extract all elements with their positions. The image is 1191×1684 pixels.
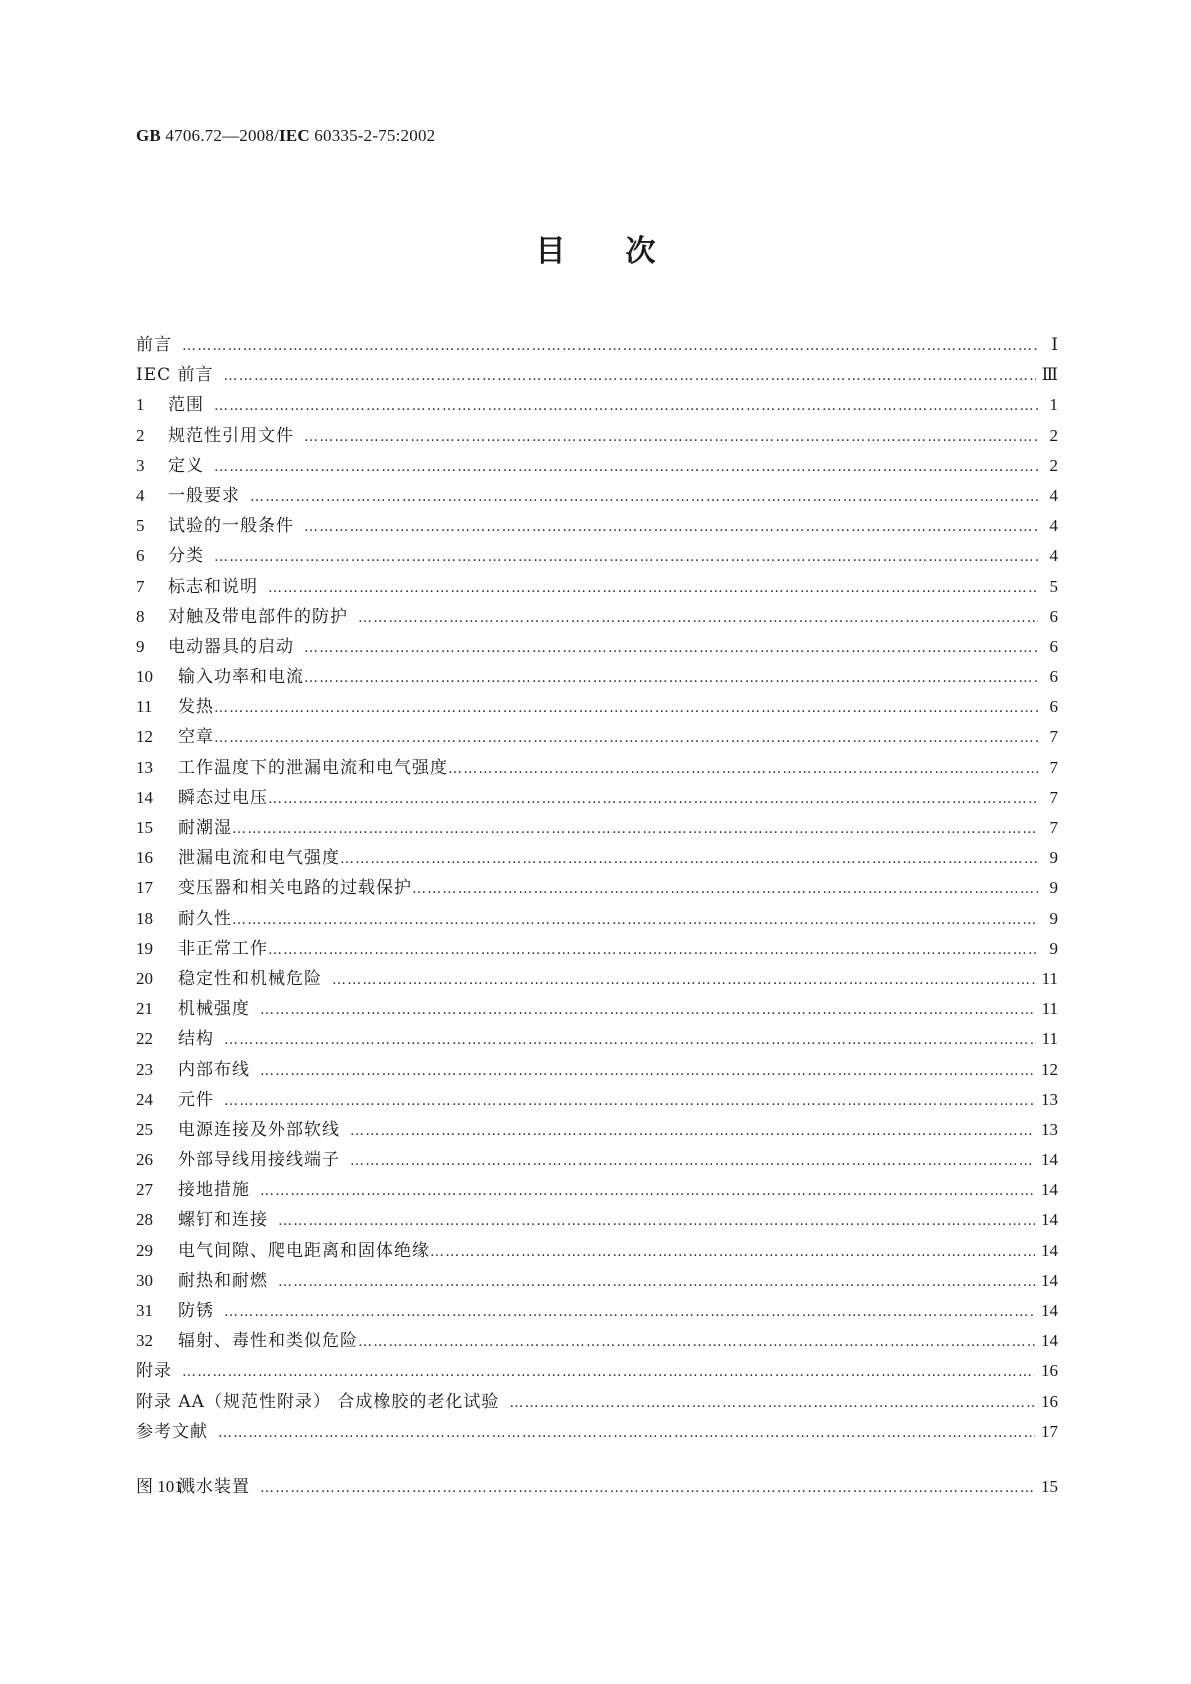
toc-entry[interactable] [136, 1115, 1058, 1145]
dot-leader [260, 1063, 1035, 1079]
toc-number: 12 [136, 727, 153, 747]
dot-leader [350, 1123, 1035, 1139]
toc-page-number: 11 [1041, 999, 1058, 1019]
toc-title: 耐热和耐燃 [178, 1270, 268, 1291]
toc-title: 辐射、毒性和类似危险 [178, 1331, 358, 1352]
toc-page-number: 12 [1041, 1059, 1058, 1079]
toc-title: 前言 [136, 335, 172, 355]
toc-title: IEC 前言 [136, 365, 214, 386]
toc-entry[interactable] [136, 662, 1058, 692]
toc-page-number: 14 [1041, 1301, 1058, 1320]
toc-title: 空章 [178, 727, 214, 748]
toc-page-number: 9 [1049, 908, 1058, 928]
dot-leader [448, 761, 1038, 777]
toc-number: 6 [136, 546, 145, 566]
toc-page-number: 1 [1049, 395, 1058, 415]
toc-number: 18 [136, 908, 153, 928]
toc-entry[interactable] [136, 390, 1058, 420]
toc-entry[interactable] [136, 1236, 1058, 1266]
toc-entry[interactable] [136, 722, 1058, 752]
toc-page-number: 7 [1049, 757, 1058, 777]
toc-entry[interactable] [136, 602, 1058, 632]
toc-number: 8 [136, 606, 145, 626]
dot-leader [304, 519, 1038, 535]
toc-title: 电源连接及外部软线 [178, 1119, 340, 1140]
toc-entry[interactable] [136, 451, 1058, 481]
toc-number: 29 [136, 1240, 153, 1260]
toc-title: 非正常工作 [178, 938, 268, 959]
toc-title: 试验的一般条件 [168, 516, 294, 537]
dot-leader [358, 610, 1038, 626]
toc-page-number: Ⅲ [1041, 365, 1058, 385]
dot-leader [214, 549, 1038, 565]
toc-page-number: Ⅰ [1051, 335, 1058, 354]
dot-leader [250, 489, 1038, 505]
toc-entry[interactable] [136, 572, 1058, 602]
toc-page-number: 13 [1041, 1089, 1058, 1109]
toc-title: 螺钉和连接 [178, 1210, 268, 1231]
toc-entry[interactable] [136, 511, 1058, 541]
toc-entry[interactable] [136, 1175, 1058, 1205]
toc-page-number: 5 [1049, 576, 1058, 596]
dot-leader [224, 1093, 1035, 1109]
toc-title: 对触及带电部件的防护 [168, 606, 348, 627]
dot-leader [358, 1334, 1035, 1350]
dot-leader [509, 1395, 1035, 1411]
toc-number: 24 [136, 1089, 153, 1109]
toc-number: 3 [136, 455, 145, 475]
toc-title: 结构 [178, 1029, 214, 1050]
toc-page-number: 2 [1049, 455, 1058, 475]
toc-entry[interactable] [136, 1326, 1058, 1356]
toc-page-number: 6 [1049, 636, 1058, 656]
toc-title: 范围 [168, 395, 204, 416]
toc-number: 13 [136, 757, 153, 777]
toc-number: 16 [136, 848, 153, 868]
toc-entry[interactable] [136, 813, 1058, 843]
toc-number: 22 [136, 1029, 153, 1049]
toc-entry[interactable] [136, 1085, 1058, 1115]
toc-number: 10 [136, 667, 153, 687]
dot-leader [304, 670, 1038, 686]
page-title: 目次 [535, 234, 716, 269]
dot-leader [214, 459, 1038, 475]
dot-leader [430, 1244, 1035, 1260]
toc-title: 电气间隙、爬电距离和固体绝缘 [178, 1240, 430, 1261]
toc-title: 内部布线 [178, 1059, 250, 1080]
toc-page-number: 17 [1041, 1421, 1058, 1441]
toc-entry[interactable] [136, 1387, 1058, 1417]
toc-title: 耐久性 [178, 908, 232, 929]
toc-title: 机械强度 [178, 999, 250, 1020]
toc-title: 泄漏电流和电气强度 [178, 848, 340, 869]
toc-number: 1 [136, 395, 145, 415]
toc-number: 32 [136, 1331, 153, 1351]
toc-title: 接地措施 [178, 1180, 250, 1201]
dot-leader [278, 1213, 1035, 1229]
toc-page-number: 11 [1041, 1029, 1058, 1049]
toc-entry[interactable] [136, 330, 1058, 360]
toc-entry[interactable] [136, 1055, 1058, 1085]
toc-page-number: 14 [1041, 1270, 1058, 1290]
toc-number: 15 [136, 818, 153, 837]
toc-page-number: 6 [1049, 667, 1058, 687]
dot-leader [304, 640, 1038, 656]
toc-number: 26 [136, 1150, 153, 1170]
toc-page-number: 14 [1041, 1240, 1058, 1260]
toc-title: 标志和说明 [168, 576, 258, 597]
toc-page-number: 7 [1049, 818, 1058, 837]
toc-page-number: 14 [1041, 1210, 1058, 1230]
toc-number: 14 [136, 787, 153, 807]
dot-leader [214, 700, 1038, 716]
figure-title: 溅水装置 [178, 1477, 250, 1497]
toc-entry[interactable] [136, 1145, 1058, 1175]
toc-title: 一般要求 [168, 485, 240, 506]
toc-title: 元件 [178, 1089, 214, 1110]
dot-leader [232, 821, 1038, 837]
toc-title: 耐潮湿 [178, 818, 232, 838]
dot-leader [214, 398, 1038, 414]
toc-number: 2 [136, 425, 145, 445]
toc-page-number: 14 [1041, 1331, 1058, 1351]
toc-page-number: 9 [1049, 938, 1058, 958]
toc-page-number: 6 [1049, 697, 1058, 717]
figure-number: 图 101 [136, 1477, 183, 1496]
toc-title: 发热 [178, 697, 214, 718]
iec-code-prefix: IEC [279, 126, 310, 145]
toc-entry[interactable] [136, 421, 1058, 451]
toc-entry[interactable] [136, 873, 1058, 903]
toc-entry[interactable] [136, 1205, 1058, 1235]
gb-code-prefix: GB [136, 126, 161, 145]
toc-title: 输入功率和电流 [178, 667, 304, 688]
dot-leader [278, 1274, 1035, 1290]
dot-leader [260, 1183, 1035, 1199]
toc-title: 分类 [168, 546, 204, 567]
toc-entry[interactable] [136, 1296, 1058, 1326]
toc-number: 19 [136, 938, 153, 958]
dot-leader [350, 1153, 1035, 1169]
toc-entry[interactable] [136, 481, 1058, 511]
toc-entry[interactable] [136, 753, 1058, 783]
toc-number: 28 [136, 1210, 153, 1230]
toc-number: 21 [136, 999, 153, 1019]
toc-page-number: 2 [1049, 425, 1058, 445]
toc-title: 工作温度下的泄漏电流和电气强度 [178, 757, 448, 778]
toc-page-number: 4 [1049, 516, 1058, 536]
toc-page-number: 13 [1041, 1119, 1058, 1139]
toc-title: 外部导线用接线端子 [178, 1150, 340, 1171]
dot-leader [224, 368, 1036, 384]
toc-entry[interactable] [136, 360, 1058, 390]
toc-page-number: 7 [1049, 727, 1058, 747]
toc-page-number: 4 [1049, 546, 1058, 566]
toc-number: 30 [136, 1270, 153, 1290]
toc-title: 防锈 [178, 1301, 214, 1321]
toc-page-number: 7 [1049, 787, 1058, 807]
toc-title: 附录 AA（规范性附录） 合成橡胶的老化试验 [136, 1391, 500, 1412]
dot-leader [260, 1480, 1035, 1496]
dot-leader [232, 912, 1038, 928]
toc-number: 11 [136, 697, 153, 717]
toc-number: 7 [136, 576, 145, 596]
toc-title: 变压器和相关电路的过载保护 [178, 878, 412, 899]
toc-title: 稳定性和机械危险 [178, 968, 322, 989]
toc-entry[interactable] [136, 1266, 1058, 1296]
toc-entry[interactable] [136, 994, 1058, 1024]
toc-number: 23 [136, 1059, 153, 1079]
toc-number: 17 [136, 878, 153, 898]
toc-title: 参考文献 [136, 1421, 208, 1442]
toc-page-number: 11 [1041, 968, 1058, 988]
toc-number: 25 [136, 1119, 153, 1139]
dot-leader [412, 881, 1038, 897]
dot-leader [218, 1425, 1035, 1441]
toc-number: 5 [136, 516, 145, 536]
gb-code-number: 4706.72—2008/ [160, 126, 279, 145]
toc-entry[interactable] [136, 1356, 1058, 1386]
figure-entry[interactable] [136, 1472, 1058, 1502]
toc-entry[interactable] [136, 541, 1058, 571]
iec-code-number: 60335-2-75:2002 [309, 126, 436, 145]
dot-leader [224, 1032, 1036, 1048]
document-code-header [136, 126, 435, 146]
dot-leader [214, 730, 1038, 746]
toc-number: 31 [136, 1301, 153, 1320]
toc-entry[interactable] [136, 934, 1058, 964]
dot-leader [304, 429, 1038, 445]
table-of-contents [136, 330, 1058, 1447]
figure-page-number: 15 [1041, 1477, 1058, 1496]
toc-entry[interactable] [136, 1024, 1058, 1054]
dot-leader [182, 1364, 1035, 1380]
toc-page-number: 16 [1041, 1361, 1058, 1381]
toc-entry[interactable] [136, 692, 1058, 722]
toc-title: 附录 [136, 1361, 172, 1382]
dot-leader [268, 791, 1038, 807]
toc-page-number: 14 [1041, 1150, 1058, 1170]
toc-number: 4 [136, 485, 145, 505]
toc-page-number: 16 [1041, 1391, 1058, 1411]
toc-entry[interactable] [136, 1417, 1058, 1447]
toc-title: 规范性引用文件 [168, 425, 294, 446]
toc-number: 27 [136, 1180, 153, 1200]
toc-entry[interactable] [136, 843, 1058, 873]
toc-title: 电动器具的启动 [168, 636, 294, 657]
toc-entry[interactable] [136, 783, 1058, 813]
figure-list [136, 1472, 1058, 1502]
toc-page-number: 4 [1049, 485, 1058, 505]
toc-page-number: 6 [1049, 606, 1058, 626]
dot-leader [182, 338, 1038, 354]
dot-leader [332, 972, 1036, 988]
toc-page-number: 14 [1041, 1180, 1058, 1200]
dot-leader [268, 580, 1038, 596]
toc-page-number: 9 [1049, 848, 1058, 868]
toc-title: 定义 [168, 455, 204, 476]
dot-leader [340, 851, 1038, 867]
toc-title: 瞬态过电压 [178, 787, 268, 808]
dot-leader [268, 942, 1038, 958]
toc-entry[interactable] [136, 964, 1058, 994]
toc-number: 20 [136, 968, 153, 988]
toc-number: 9 [136, 636, 145, 656]
dot-leader [260, 1002, 1036, 1018]
dot-leader [224, 1304, 1035, 1320]
toc-entry[interactable] [136, 904, 1058, 934]
toc-entry[interactable] [136, 632, 1058, 662]
toc-page-number: 9 [1049, 878, 1058, 898]
